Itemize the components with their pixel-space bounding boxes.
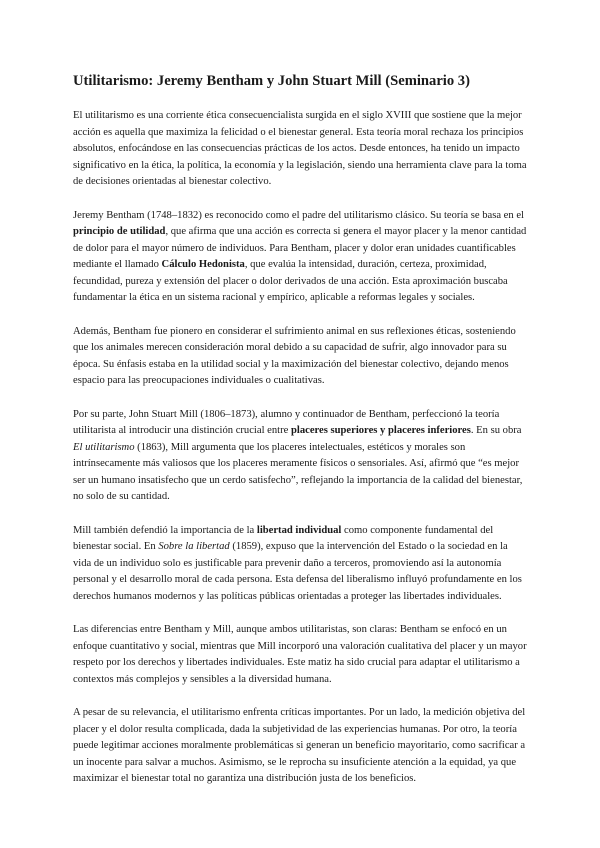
bold-term: placeres superiores y placeres inferiores <box>290 425 471 436</box>
bold-term: principio de utilidad <box>73 226 166 237</box>
paragraph-bentham <box>73 208 527 307</box>
text-run: (1863), Mill argumenta que los placeres intelectuales, estéticos y morales son intrínsecamente más valiosos que los placeres meramente físicos o sensoriales. Así, afirmó que “es mejor ser un humano insatisfecho que un cerdo satisfecho”, reflejando la importancia de la calidad del bienestar, no solo de su cantidad. <box>73 441 523 502</box>
text-run: (1859), expuso que la intervención del Estado o la sociedad en la vida de un individuo solo es justificable para prevenir daño a terceros, promoviendo así la autonomía personal y el desarrollo moral de cada persona. Esta defensa del liberalismo influyó profundamente en los derechos humanos modernos y las políticas públicas orientadas a proteger las libertades individuales. <box>73 541 522 602</box>
text-run: como componente fundamental del bienestar social. En <box>73 524 494 552</box>
paragraph-bentham-animals: Además, Bentham fue pionero en considerar el sufrimiento animal en sus reflexiones éticas, sosteniendo que los animales merecen consideración moral debido a su capacidad de sufrir, algo innovador para su época. Su énfasis estaba en la utilidad social y la maximización del bienestar colectivo, dejando menos espacio para las preocupaciones individuales o cualitativas. <box>73 325 516 386</box>
paragraph-differences: Las diferencias entre Bentham y Mill, aunque ambos utilitaristas, son claras: Bentham se enfocó en un enfoque cuantitativo y social, mientras que Mill incorporó una valoración cualitativa del placer y un mayor respeto por los derechos y libertades individuales. Este matiz ha sido crucial para adaptar el utilitarismo a contextos más complejos y sensibles a la diversidad humana. <box>73 624 527 685</box>
book-title: Sobre la libertad <box>158 541 230 552</box>
text-run: Jeremy Bentham (1748–1832) es reconocido como el padre del utilitarismo clásico. Su teoría se basa en el <box>73 209 524 221</box>
text-run: Por su parte, John Stuart Mill (1806–1873), alumno y continuador de Bentham, perfeccionó la teoría utilitarista al introducir una distinción crucial entre <box>73 408 500 436</box>
text-run: . En su obra <box>470 425 522 436</box>
document-title: Utilitarismo: Jeremy Bentham y John Stuart Mill (Seminario 3) <box>73 73 470 89</box>
book-title: El utilitarismo <box>73 441 135 453</box>
bold-term: Cálculo Hedonista <box>161 259 245 270</box>
paragraph-criticisms: A pesar de su relevancia, el utilitarismo enfrenta críticas importantes. Por un lado, la medición objetiva del placer y el dolor resulta complicada, dada la subjetividad de las experiencias humanas. Por otro, la teoría puede legitimar acciones moralmente problemáticas si generan un beneficio mayoritario, como sacrificar a un inocente para salvar a muchos. Asimismo, se le reprocha su insuficiente atención a la equidad, ya que maximizar el bienestar total no garantiza una distribución justa de los beneficios. <box>73 707 526 784</box>
text-run: , que afirma que una acción es correcta si genera el mayor placer y la menor cantidad de dolor para el mayor número de individuos. Para Bentham, placer y dolor eran unidades cuantificables mediante el llamado <box>73 226 527 270</box>
text-run: , que evalúa la intensidad, duración, certeza, proximidad, fecundidad, pureza y extensión del placer o dolor derivados de una acción. Esta aproximación buscaba fundamentar la ética en un sistema racional y empírico, aplicable a reformas legales y sociales. <box>73 259 508 303</box>
text-run: Mill también defendió la importancia de la <box>73 524 257 536</box>
paragraph-mill-liberty <box>73 523 527 606</box>
bold-term: libertad individual <box>256 524 342 536</box>
paragraph-intro: El utilitarismo es una corriente ética consecuencialista surgida en el siglo XVIII que sostiene que la mejor acción es aquella que maximiza la felicidad o el bienestar general. Esta teoría moral rechaza los principios absolutos, enfocándose en las consecuencias prácticas de los actos. Desde entonces, ha tenido un impacto significativo en la ética, la política, la economía y la legislación, siendo una herramienta clave para la toma de decisiones orientadas al bienestar colectivo. <box>73 110 527 187</box>
paragraph-mill <box>73 407 527 506</box>
